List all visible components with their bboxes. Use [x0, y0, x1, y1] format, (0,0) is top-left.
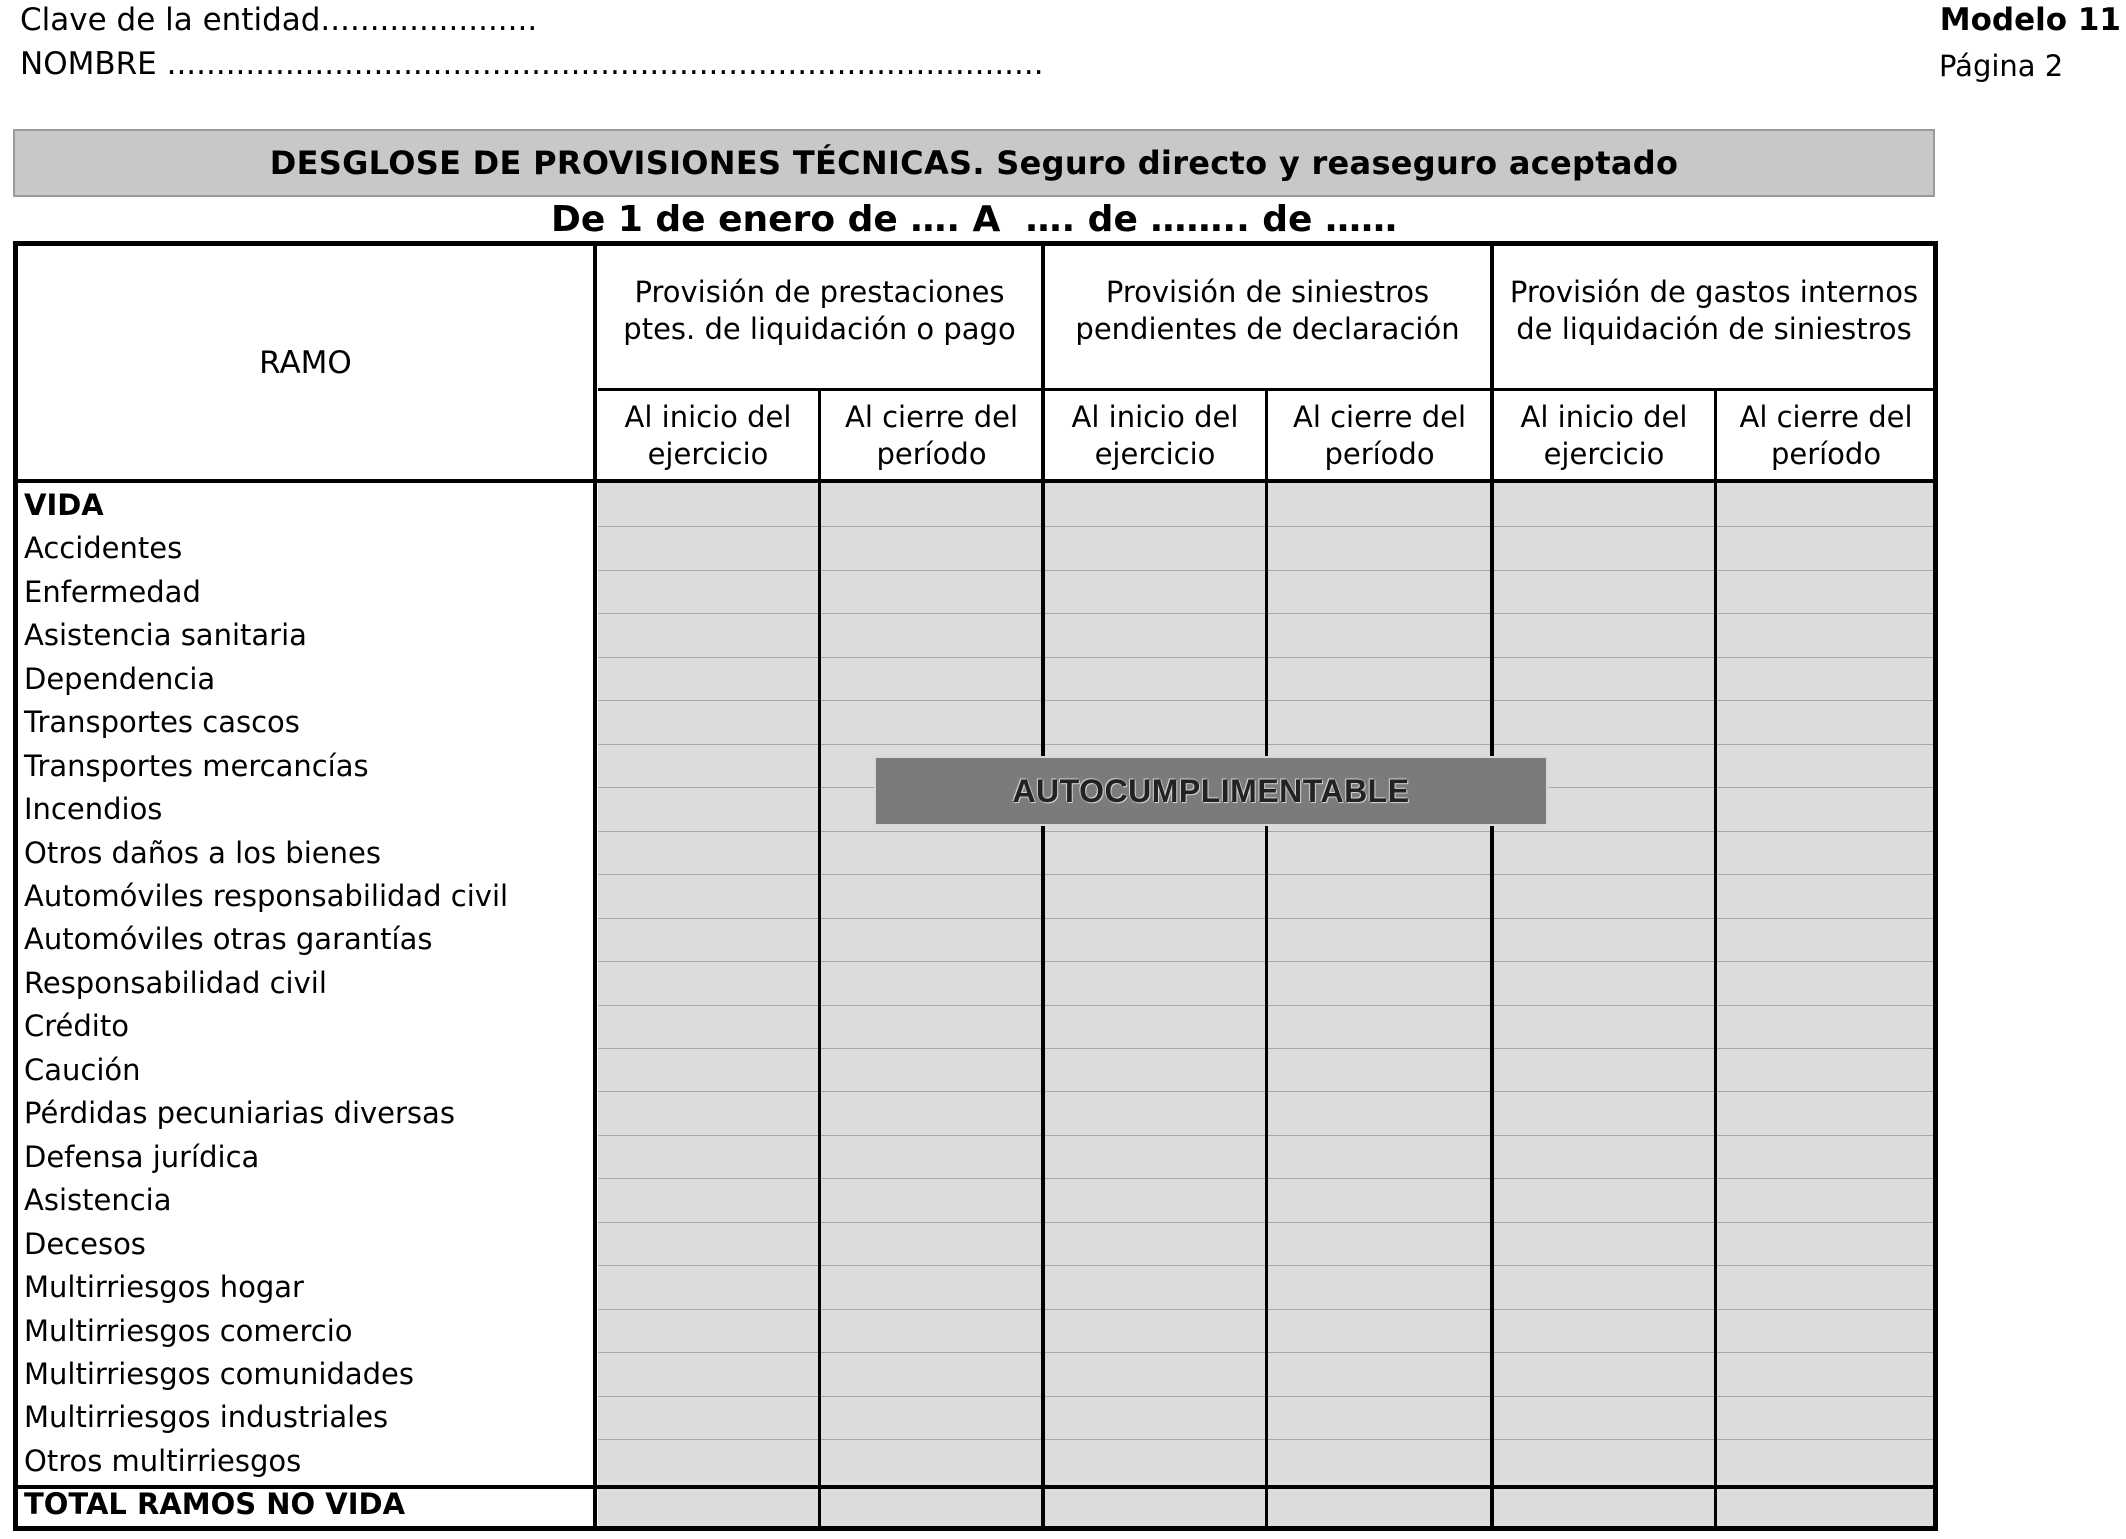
ramo-row-label: Otros multirriesgos [24, 1443, 302, 1478]
group-header-gastos-internos: Provisión de gastos internos de liquidación de siniestros [1509, 275, 1919, 346]
provisions-table [13, 241, 1938, 1531]
ramo-row-label: Multirriesgos industriales [24, 1400, 389, 1435]
sub-rule-3 [1714, 391, 1717, 1527]
ramo-row-label: Multirriesgos comunidades [24, 1357, 414, 1391]
ramo-row-label: Responsabilidad civil [24, 965, 327, 1000]
ramo-row-label: Accidentes [24, 531, 183, 566]
ramo-row-label: Automóviles responsabilidad civil [24, 878, 509, 913]
subheader-inicio-2: Al inicio del ejercicio [1071, 399, 1239, 471]
form-title-banner [13, 129, 1935, 197]
subheader-inicio-3: Al inicio del ejercicio [1520, 399, 1688, 471]
group-rule-1 [1041, 246, 1045, 1527]
form-title: DESGLOSE DE PROVISIONES TÉCNICAS. Seguro directo y reaseguro aceptado [269, 144, 1679, 182]
ramo-column-header: RAMO [259, 344, 352, 381]
sub-rule-2 [1265, 391, 1268, 1527]
ramo-row-label: Asistencia sanitaria [24, 618, 307, 653]
ramo-row-label: Automóviles otras garantías [24, 922, 433, 957]
page-number: Página 2 [1939, 49, 2064, 83]
ramo-row-label: Otros daños a los bienes [24, 835, 381, 870]
ramo-row-label: Transportes cascos [24, 705, 300, 740]
ramo-row-label: Enfermedad [24, 574, 201, 609]
ramo-row-label: TOTAL RAMOS NO VIDA [24, 1487, 406, 1522]
subheader-cierre-1: Al cierre del período [844, 399, 1019, 471]
ramo-row-label: Multirriesgos hogar [24, 1270, 304, 1305]
ramo-row-label: VIDA [24, 487, 104, 522]
ramo-row-label: Incendios [24, 792, 163, 827]
autocumplimentable-stamp: AUTOCUMPLIMENTABLE [874, 756, 1548, 826]
ramo-row-label: Defensa jurídica [24, 1139, 260, 1174]
ramo-row-label: Decesos [24, 1226, 146, 1261]
ramo-row-label: Asistencia [24, 1183, 172, 1218]
period-subtitle: De 1 de enero de …. A …. de …….. de …… [551, 198, 1397, 240]
subheader-cierre-2: Al cierre del período [1292, 399, 1467, 471]
ramo-column-rule [593, 246, 597, 1527]
group-rule-2 [1490, 246, 1494, 1527]
ramo-row-label: Pérdidas pecuniarias diversas [24, 1096, 455, 1131]
ramo-row-label: Multirriesgos comercio [24, 1313, 353, 1348]
model-number: Modelo 11 [1939, 2, 2121, 38]
sub-rule-1 [818, 391, 821, 1527]
group-header-prestaciones: Provisión de prestaciones ptes. de liquidación o pago [623, 275, 1016, 346]
entity-code-label: Clave de la entidad...................... [20, 2, 538, 38]
group-header-siniestros-pendientes: Provisión de siniestros pendientes de declaración [1075, 275, 1460, 346]
subheader-cierre-3: Al cierre del período [1739, 399, 1913, 471]
ramo-row-label: Crédito [24, 1009, 129, 1044]
ramo-row-label: Transportes mercancías [24, 748, 369, 783]
ramo-row-label: Dependencia [24, 661, 216, 696]
ramo-row-label: Caución [24, 1052, 141, 1087]
entity-name-label: NOMBRE ......................................................................................... [20, 46, 1044, 82]
subheader-inicio-1: Al inicio del ejercicio [624, 399, 792, 471]
